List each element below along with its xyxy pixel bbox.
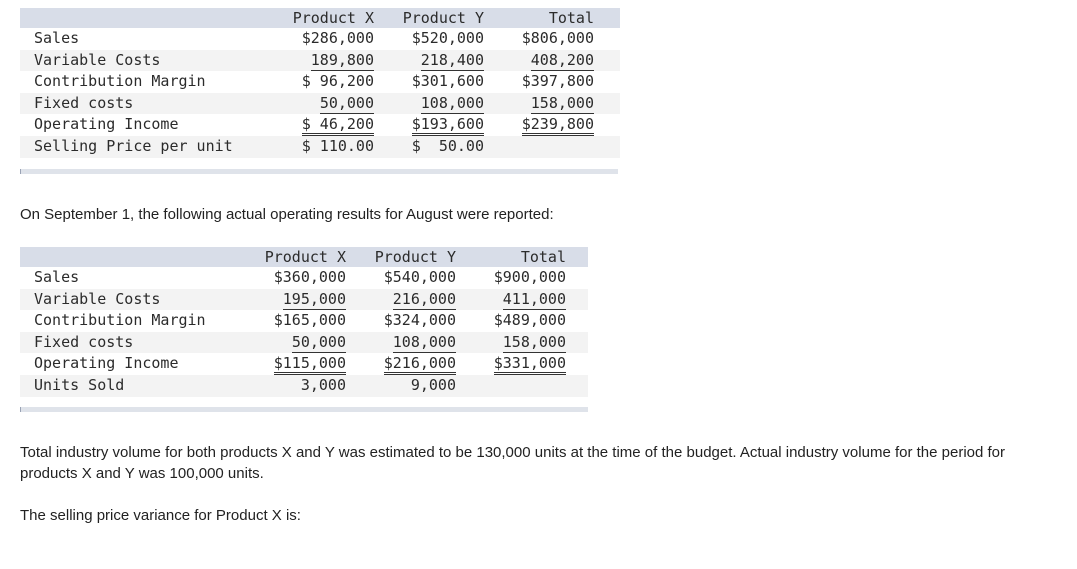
actual-row-operating-income: [20, 353, 588, 375]
actual-row-fixed-costs: [20, 332, 588, 354]
cell-product-x: $ 96,200: [301, 72, 374, 90]
budget-header-total: Total: [502, 8, 594, 28]
cell-total: [502, 136, 594, 158]
actual-header-product-x: Product X: [254, 247, 346, 267]
cell-product-y: 108,000: [420, 93, 484, 112]
cell-total: 408,200: [530, 50, 594, 69]
row-label: Operating Income: [34, 115, 179, 134]
cell-total: $489,000: [493, 311, 566, 329]
row-label: Fixed costs: [20, 93, 282, 115]
actual-row-units-sold: [20, 375, 588, 397]
cell-product-x: 189,800: [310, 50, 374, 69]
cell-product-y: $301,600: [411, 72, 484, 90]
cell-total: $806,000: [521, 29, 594, 47]
row-label: Fixed costs: [20, 332, 254, 354]
cell-product-y: 218,400: [420, 50, 484, 69]
row-label: Sales: [34, 29, 80, 47]
cell-total: $331,000: [494, 354, 566, 375]
cell-product-y: 9,000: [364, 375, 456, 397]
actual-header-row: [20, 247, 588, 267]
cell-product-x: $ 46,200: [302, 115, 374, 136]
cell-total: [474, 375, 566, 397]
row-label: Sales: [34, 268, 80, 286]
industry-volume-text: Total industry volume for both products X and Y was estimated to be 130,000 units at the time of the budget. Actual industry volume for the period for products X and Y was 100,000 units.: [20, 444, 1006, 482]
budget-row-operating-income: [20, 114, 620, 136]
cell-product-y: $216,000: [384, 354, 456, 375]
cell-product-y: $324,000: [383, 311, 456, 329]
cell-product-y: $193,600: [412, 115, 484, 136]
cell-product-y: 216,000: [392, 289, 456, 308]
cell-total: $397,800: [521, 72, 594, 90]
budget-row-fixed-costs: [20, 93, 620, 115]
cell-product-x: 3,000: [254, 375, 346, 397]
row-label: Variable Costs: [20, 50, 282, 72]
cell-product-x: $360,000: [273, 268, 346, 286]
cell-total: 411,000: [502, 289, 566, 308]
budget-header-row: [20, 8, 620, 28]
budget-table: [20, 8, 620, 158]
budget-header-product-x: Product X: [282, 8, 374, 28]
cell-total: 158,000: [530, 93, 594, 112]
cell-product-x: $286,000: [301, 29, 374, 47]
cell-total: $900,000: [493, 268, 566, 286]
cell-product-x: 195,000: [282, 289, 346, 308]
cell-product-x: 50,000: [291, 332, 346, 351]
budget-row-sales: [20, 28, 620, 50]
row-label: Contribution Margin: [34, 311, 206, 329]
cell-product-y: 108,000: [392, 332, 456, 351]
row-label: Operating Income: [34, 354, 179, 373]
actual-row-variable-costs: [20, 289, 588, 311]
cell-total: 158,000: [502, 332, 566, 351]
cell-product-x: $115,000: [274, 354, 346, 375]
budget-row-variable-costs: [20, 50, 620, 72]
cell-product-y: $520,000: [411, 29, 484, 47]
question-text: The selling price variance for Product X is:: [20, 507, 301, 524]
cell-product-x: $ 110.00: [282, 136, 374, 158]
cell-product-x: 50,000: [319, 93, 374, 112]
actual-header-product-y: Product Y: [364, 247, 456, 267]
row-label: Units Sold: [20, 375, 254, 397]
row-label: Selling Price per unit: [20, 136, 282, 158]
actual-row-contribution-margin: [20, 310, 588, 332]
actual-header-total: Total: [474, 247, 566, 267]
cell-product-y: $540,000: [383, 268, 456, 286]
actual-table-footer-bar: [20, 407, 588, 412]
intro-text: On September 1, the following actual operating results for August were reported:: [20, 206, 554, 223]
actual-table: [20, 247, 588, 397]
row-label: Variable Costs: [20, 289, 254, 311]
budget-header-product-y: Product Y: [392, 8, 484, 28]
row-label: Contribution Margin: [34, 72, 206, 90]
budget-row-contribution-margin: [20, 71, 620, 93]
budget-row-selling-price: [20, 136, 620, 158]
cell-product-y: $ 50.00: [392, 136, 484, 158]
budget-table-footer-bar: [20, 169, 618, 174]
cell-product-x: $165,000: [273, 311, 346, 329]
actual-row-sales: [20, 267, 588, 289]
cell-total: $239,800: [522, 115, 594, 136]
